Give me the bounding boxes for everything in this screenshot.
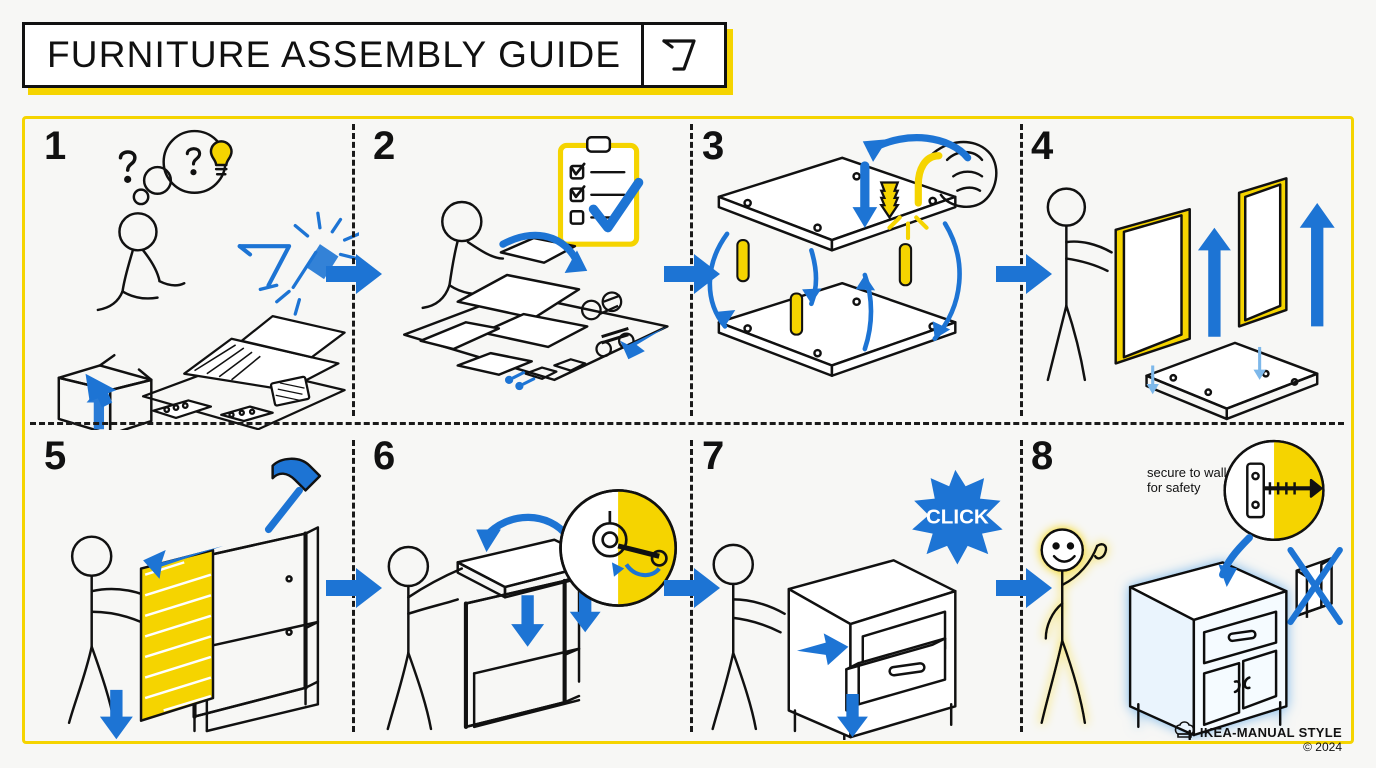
flow-arrow-6-7 [664,566,720,610]
flow-arrow-1-2 [326,252,382,296]
allen-key-icon [641,25,724,85]
flow-arrow-5-6 [326,566,382,610]
step-number-3: 3 [702,124,725,168]
step-number-4: 4 [1031,124,1054,168]
flow-arrow-3-4 [996,252,1052,296]
step-number-7: 7 [702,434,725,478]
step-panel-6 [359,430,688,740]
page-title: FURNITURE ASSEMBLY GUIDE [47,34,622,75]
step-illustration-6 [359,430,688,740]
flow-arrow-7-8 [996,566,1052,610]
step-number-5: 5 [44,434,67,478]
row-divider [30,422,1344,425]
step-panel-2 [359,120,688,430]
title-block [22,22,727,88]
footer [1174,720,1342,754]
step-number-8: 8 [1031,434,1054,478]
footer-brand: IKEA-MANUAL STYLE [1199,725,1342,740]
step-panel-8 [1017,430,1346,740]
title-box [22,22,727,88]
step-illustration-1 [30,120,359,430]
step-panel-1 [30,120,359,430]
step-illustration-5 [30,430,359,740]
step-number-6: 6 [373,434,396,478]
step-illustration-2 [359,120,688,430]
step-number-1: 1 [44,124,67,168]
step-number-2: 2 [373,124,396,168]
step-panel-4 [1017,120,1346,430]
wall-safety-caption: secure to wall for safety [1147,465,1227,495]
step-illustration-4 [1017,120,1346,430]
step-illustration-3 [688,120,1017,430]
click-label: CLICK [925,505,989,529]
step-panel-5 [30,430,359,740]
step-illustration-7 [688,430,1017,740]
steps-grid [30,120,1346,740]
flow-arrow-2-3 [664,252,720,296]
chef-hat-icon [1174,720,1194,740]
footer-copyright: © 2024 [1303,740,1342,754]
step-panel-7 [688,430,1017,740]
step-panel-3 [688,120,1017,430]
